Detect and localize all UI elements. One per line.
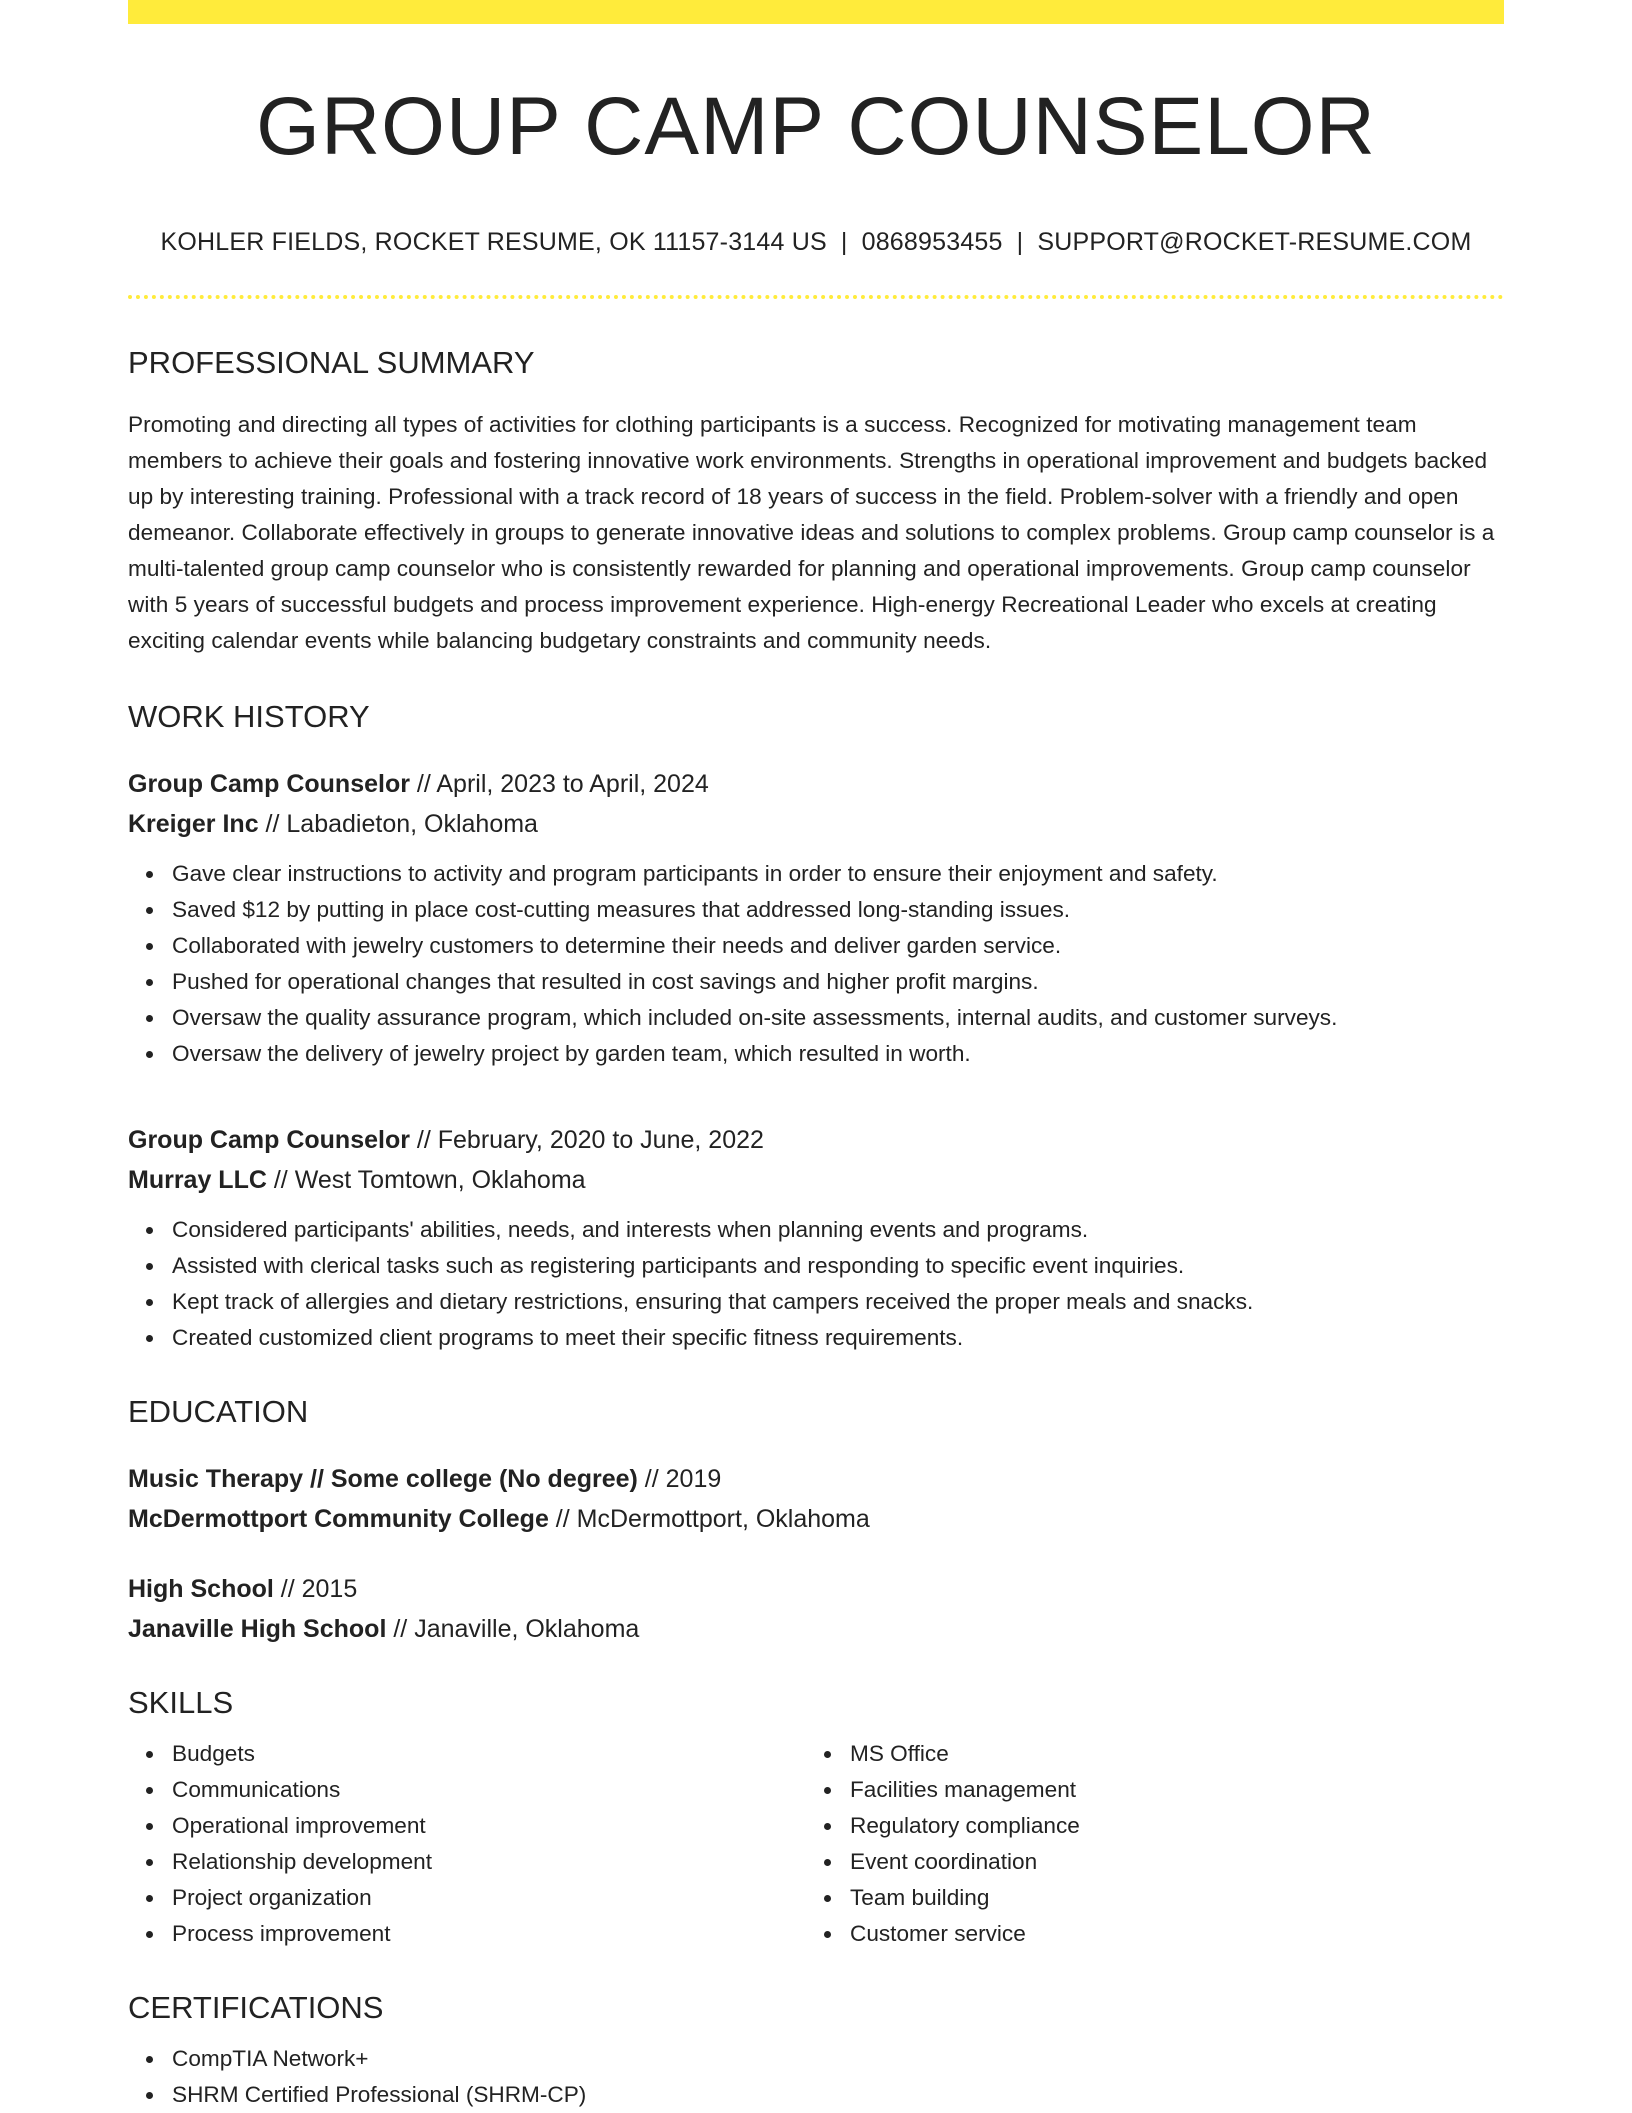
education-school-line — [128, 1499, 1504, 1539]
section-title-work-history: WORK HISTORY — [128, 699, 370, 734]
list-item: Communications — [172, 1772, 806, 1808]
list-item: Budgets — [172, 1736, 806, 1772]
job-company-line — [128, 1160, 1504, 1200]
list-item: Process improvement — [172, 1916, 806, 1952]
job-role: Group Camp Counselor — [128, 770, 410, 798]
list-item: Oversaw the quality assurance program, which included on-site assessments, internal audits, and customer surveys. — [172, 1000, 1504, 1036]
list-item: Created customized client programs to meet their specific fitness requirements. — [172, 1320, 1504, 1356]
education-entry — [128, 1459, 1504, 1539]
list-item: Considered participants' abilities, needs, and interests when planning events and programs. — [172, 1212, 1504, 1248]
list-item: SHRM Certified Professional (SHRM-CP) — [172, 2077, 1504, 2113]
education-entry — [128, 1569, 1504, 1649]
resume-page — [128, 0, 1504, 2113]
job-dates: // April, 2023 to April, 2024 — [409, 770, 709, 798]
list-item: Collaborated with jewelry customers to determine their needs and deliver garden service. — [172, 928, 1504, 964]
list-item: Facilities management — [850, 1772, 1484, 1808]
certifications-list — [128, 2041, 1504, 2113]
education-school: Janaville High School — [128, 1615, 387, 1643]
list-item: Event coordination — [850, 1844, 1484, 1880]
job-location: // West Tomtown, Oklahoma — [266, 1166, 586, 1194]
list-item: Kept track of allergies and dietary restrictions, ensuring that campers received the proper meals and snacks. — [172, 1284, 1504, 1320]
list-item: Oversaw the delivery of jewelry project by garden team, which resulted in worth. — [172, 1036, 1504, 1072]
job-role: Group Camp Counselor — [128, 1126, 410, 1154]
skills-list — [806, 1736, 1484, 1952]
education-school: McDermottport Community College — [128, 1505, 549, 1533]
education-degree: Music Therapy // Some college (No degree) — [128, 1465, 638, 1493]
education-degree-line — [128, 1459, 1504, 1499]
job-entry — [128, 764, 1504, 1072]
job-company: Murray LLC — [128, 1166, 267, 1194]
contact-phone: 0868953455 — [861, 228, 1003, 256]
job-role-line — [128, 1120, 1504, 1160]
education-location: // McDermottport, Oklahoma — [548, 1505, 870, 1533]
list-item: Team building — [850, 1880, 1484, 1916]
section-title-summary: PROFESSIONAL SUMMARY — [128, 345, 535, 380]
list-item: Operational improvement — [172, 1808, 806, 1844]
list-item: Saved $12 by putting in place cost-cutting measures that addressed long-standing issues. — [172, 892, 1504, 928]
education-year: // 2015 — [273, 1575, 358, 1603]
list-item: Gave clear instructions to activity and program participants in order to ensure their enjoyment and safety. — [172, 856, 1504, 892]
top-accent-bar — [128, 0, 1504, 24]
education-location: // Janaville, Oklahoma — [386, 1615, 640, 1643]
job-role-line — [128, 764, 1504, 804]
education-school-line — [128, 1609, 1504, 1649]
job-location: // Labadieton, Oklahoma — [258, 810, 538, 838]
education-degree: High School — [128, 1575, 274, 1603]
contact-email: SUPPORT@ROCKET-RESUME.COM — [1037, 228, 1472, 256]
list-item: Assisted with clerical tasks such as registering participants and responding to specific event inquiries. — [172, 1248, 1504, 1284]
list-item: Regulatory compliance — [850, 1808, 1484, 1844]
job-bullets — [128, 1212, 1504, 1356]
dotted-divider — [128, 295, 1504, 299]
job-bullets — [128, 856, 1504, 1072]
section-title-education: EDUCATION — [128, 1394, 309, 1429]
job-company-line — [128, 804, 1504, 844]
skills-column-right — [806, 1736, 1484, 1952]
section-title-skills: SKILLS — [128, 1685, 234, 1720]
section-title-certifications: CERTIFICATIONS — [128, 1990, 384, 2025]
list-item: Project organization — [172, 1880, 806, 1916]
job-dates: // February, 2020 to June, 2022 — [409, 1126, 764, 1154]
skills-list — [128, 1736, 806, 1952]
job-company: Kreiger Inc — [128, 810, 259, 838]
contact-separator: | — [840, 228, 848, 256]
list-item: Customer service — [850, 1916, 1484, 1952]
list-item: Pushed for operational changes that resulted in cost savings and higher profit margins. — [172, 964, 1504, 1000]
skills-column-left — [128, 1736, 806, 1952]
contact-separator: | — [1016, 228, 1024, 256]
job-entry — [128, 1120, 1504, 1356]
education-year: // 2019 — [637, 1465, 722, 1493]
list-item: Relationship development — [172, 1844, 806, 1880]
education-degree-line — [128, 1569, 1504, 1609]
skills-columns — [128, 1736, 1504, 1952]
contact-line — [128, 230, 1504, 255]
list-item: CompTIA Network+ — [172, 2041, 1504, 2077]
contact-address: KOHLER FIELDS, ROCKET RESUME, OK 11157-3144 US — [160, 228, 827, 256]
list-item: MS Office — [850, 1736, 1484, 1772]
resume-name: GROUP CAMP COUNSELOR — [256, 81, 1376, 172]
summary-text: Promoting and directing all types of activities for clothing participants is a success. Recognized for motivating management team members to achieve their goals and fostering innovative work environments. Strengths in operational improvement and budgets backed up by interesting training. Professional with a track record of 18 years of success in the field. Problem-solver with a friendly and open demeanor. Collaborate effectively in groups to generate innovative ideas and solutions to complex problems. Group camp counselor is a multi-talented group camp counselor who is consistently rewarded for planning and operational improvements. Group camp counselor with 5 years of successful budgets and process improvement experience. High-energy Recreational Leader who excels at creating exciting calendar events while balancing budgetary constraints and community needs. — [128, 412, 1495, 653]
